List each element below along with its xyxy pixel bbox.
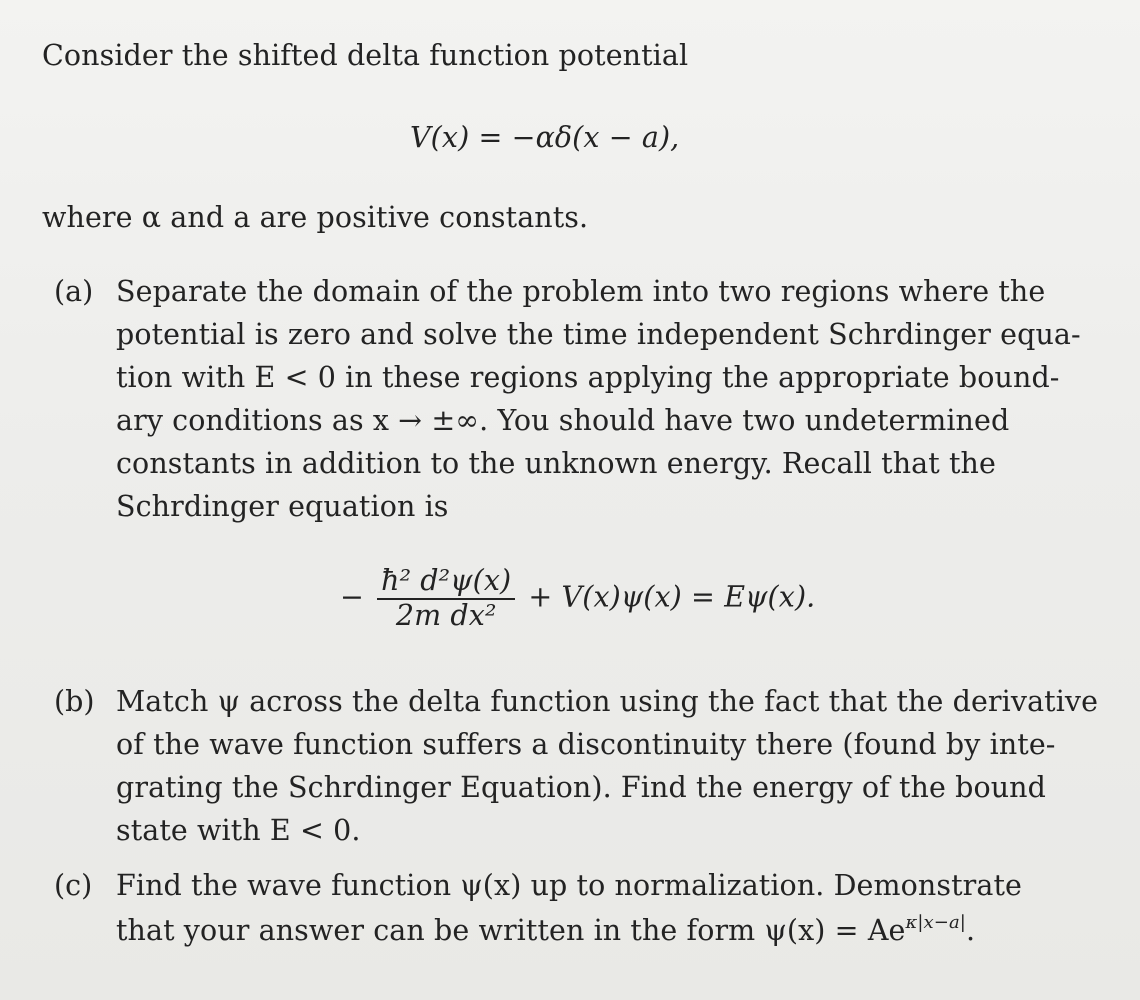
part-c-line-2 [116, 914, 975, 946]
part-c-label: (c) [54, 869, 93, 902]
part-b-line-3: grating the Schrdinger Equation). Find the energy of the bound [116, 771, 1046, 804]
equation-denominator: 2m dx² [395, 598, 497, 632]
part-a-line-6: Schrdinger equation is [116, 490, 449, 523]
schrodinger-equation [340, 565, 815, 633]
equation-prefix: − [340, 580, 364, 614]
equation-fraction [377, 565, 515, 633]
constants-statement: where α and a are positive constants. [42, 201, 589, 234]
part-b-line-2: of the wave function suffers a discontinuity there (found by inte- [116, 728, 1056, 761]
part-c-exponent: κ|x−a| [905, 912, 966, 933]
part-b-label: (b) [54, 685, 95, 718]
part-a-line-4: ary conditions as x → ±∞. You should have two undetermined [116, 404, 1010, 437]
part-a-line-2: potential is zero and solve the time independent Schrdinger equa- [116, 318, 1081, 351]
part-a-line-3: tion with E < 0 in these regions applying the appropriate bound- [116, 361, 1060, 394]
potential-equation: V(x) = −αδ(x − a), [410, 121, 680, 154]
part-b-line-1: Match ψ across the delta function using the fact that the derivative [116, 685, 1099, 718]
part-a-line-5: constants in addition to the unknown energy. Recall that the [116, 447, 996, 480]
part-a-label: (a) [54, 275, 94, 308]
intro-text: Consider the shifted delta function potential [42, 39, 689, 72]
part-b-line-4: state with E < 0. [116, 814, 361, 847]
equation-numerator: ħ² d²ψ(x) [377, 565, 515, 600]
part-c-line-2-prefix: that your answer can be written in the form ψ(x) = Ae [116, 914, 906, 947]
equation-rest: + V(x)ψ(x) = Eψ(x). [528, 580, 816, 614]
part-c-line-1: Find the wave function ψ(x) up to normalization. Demonstrate [116, 869, 1022, 902]
part-c-line-2-suffix: . [965, 914, 976, 947]
part-a-line-1: Separate the domain of the problem into two regions where the [116, 275, 1046, 308]
